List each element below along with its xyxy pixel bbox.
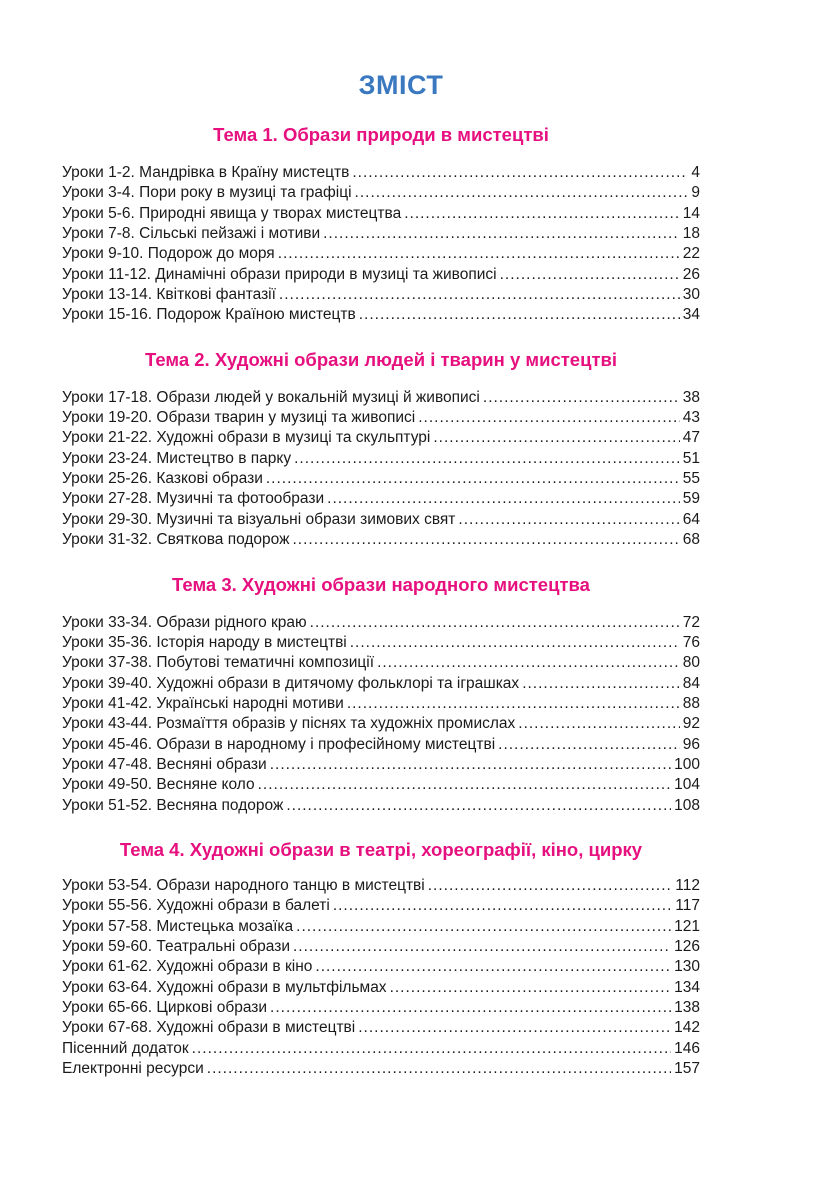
dot-leader [350,633,680,653]
toc-entry[interactable] [62,285,700,305]
toc-entry-page-number: 9 [691,184,700,202]
dot-leader [483,388,680,408]
dot-leader [404,204,680,224]
dot-leader [279,285,680,305]
toc-entry[interactable] [62,937,700,957]
toc-entry-page-number: 96 [682,735,700,753]
toc-entry-label: Уроки 39-40. Художні образи в дитячому фольклорі та іграшках [62,674,520,692]
toc-entry-page-number: 26 [682,265,700,283]
toc-entry-page-number: 104 [674,776,700,794]
toc-entry-page-number: 92 [682,715,700,733]
toc-entry-page-number: 126 [674,937,700,955]
dot-leader [347,694,680,714]
toc-entry-page-number: 88 [682,694,700,712]
toc-entry-page-number: 100 [674,755,700,773]
toc-entry[interactable] [62,530,700,550]
toc-entry[interactable] [62,957,700,977]
toc-entry-label: Уроки 7-8. Сільські пейзажі і мотиви [62,225,321,243]
dot-leader [310,613,680,633]
toc-entry-label: Уроки 17-18. Образи людей у вокальній музиці й живописі [62,388,480,406]
toc-entry[interactable] [62,633,700,653]
toc-entry-label: Уроки 29-30. Музичні та візуальні образи зимових свят [62,510,456,528]
toc-entry-page-number: 68 [682,531,700,549]
toc-entry-page-number: 84 [682,674,700,692]
toc-entry-label: Уроки 11-12. Динамічні образи природи в музиці та живописі [62,265,497,283]
toc-entry-label: Уроки 61-62. Художні образи в кіно [62,958,313,976]
toc-entry-label: Уроки 65-66. Циркові образи [62,999,268,1016]
dot-leader [500,265,680,285]
toc-entry[interactable] [62,204,700,224]
section-title: Тема 1. Образи природи в мистецтві [213,124,549,145]
toc-entry[interactable] [62,1039,700,1059]
dot-leader [428,876,673,896]
dot-leader [498,735,680,755]
toc-entry[interactable] [62,876,700,896]
table-of-contents [62,124,700,1079]
dot-leader [352,163,688,183]
toc-entry-label: Уроки 5-6. Природні явища у творах мистецтва [62,204,402,222]
toc-entry[interactable] [62,613,700,633]
toc-entry[interactable] [62,163,700,183]
toc-entry-page-number: 18 [682,225,700,243]
toc-entry-page-number: 76 [682,633,700,651]
dot-leader [359,305,680,325]
toc-entry-label: Уроки 13-14. Квіткові фантазії [62,286,276,304]
toc-entry-page-number: 51 [682,449,700,467]
dot-leader [355,183,689,203]
toc-entry[interactable] [62,694,700,714]
toc-entry[interactable] [62,428,700,448]
toc-entry-page-number: 108 [674,796,700,814]
toc-entry[interactable] [62,265,700,285]
toc-entry-label: Уроки 53-54. Образи народного танцю в мистецтві [62,876,425,894]
toc-entry-page-number: 38 [682,388,700,406]
toc-entry-label: Уроки 33-34. Образи рідного краю [62,613,307,631]
dot-leader [358,1018,671,1038]
toc-entry-page-number: 4 [691,164,700,181]
toc-entry-label: Уроки 43-44. Розмаїття образів у піснях та художніх промислах [62,715,516,733]
toc-entry[interactable] [62,388,700,408]
toc-entry-label: Уроки 37-38. Побутові тематичні композиції [62,654,375,672]
dot-leader [270,998,671,1018]
toc-entry-label: Уроки 19-20. Образи тварин у музиці та живописі [62,409,416,427]
dot-leader [390,978,672,998]
toc-entry-label: Уроки 35-36. Історія народу в мистецтві [62,633,347,651]
dot-leader [315,957,671,977]
toc-section [62,839,700,1079]
toc-entry-page-number: 72 [682,613,700,631]
section-title: Тема 2. Художні образи людей і тварин у мистецтві [144,348,618,370]
toc-section [62,124,700,326]
dot-leader [418,408,680,428]
toc-entry[interactable] [62,469,700,489]
toc-entry-label: Уроки 41-42. Українські народні мотиви [62,694,344,712]
dot-leader [327,489,680,509]
toc-entry-page-number: 157 [674,1060,700,1078]
toc-entry[interactable] [62,674,700,694]
dot-leader [292,530,679,550]
toc-entry-label: Уроки 45-46. Образи в народному і професійному мистецтві [62,735,496,753]
dot-leader [522,674,680,694]
dot-leader [258,775,672,795]
toc-entry-page-number: 64 [682,510,700,528]
dot-leader [433,428,679,448]
toc-entry-page-number: 47 [682,429,700,447]
toc-entry-label: Уроки 23-24. Мистецтво в парку [62,449,292,467]
toc-entry[interactable] [62,796,700,816]
dot-leader [518,714,679,734]
toc-entry-label: Уроки 27-28. Музичні та фотообрази [62,490,325,508]
toc-entry-label: Електронні ресурси [62,1060,204,1078]
toc-entry-label: Уроки 67-68. Художні образи в мистецтві [62,1019,356,1037]
section-title: Тема 4. Художні образи в театрі, хореографії, кіно, цирку [119,838,643,860]
toc-entry[interactable] [62,224,700,244]
dot-leader [323,224,680,244]
toc-entry[interactable] [62,653,700,673]
toc-entry[interactable] [62,978,700,998]
toc-entry-page-number: 55 [682,470,700,488]
toc-entry-page-number: 30 [682,286,700,304]
toc-entry-page-number: 142 [674,1019,700,1037]
toc-entry-page-number: 134 [674,978,700,996]
dot-leader [294,449,680,469]
toc-section [62,574,700,816]
toc-entry[interactable] [62,1018,700,1038]
dot-leader [270,755,671,775]
toc-entry-page-number: 34 [682,306,700,324]
toc-entry-page-number: 43 [682,409,700,427]
toc-entry-page-number: 121 [674,917,700,935]
dot-leader [207,1059,671,1079]
toc-entry[interactable] [62,305,700,325]
dot-leader [266,469,680,489]
dot-leader [286,796,671,816]
dot-leader [293,937,671,957]
toc-entry-page-number: 138 [674,999,700,1016]
toc-entry[interactable] [62,449,700,469]
toc-entry[interactable] [62,735,700,755]
toc-entry[interactable] [62,1059,700,1079]
toc-entry[interactable] [62,244,700,264]
dot-leader [192,1039,671,1059]
dot-leader [296,917,671,937]
toc-entry-page-number: 130 [674,958,700,976]
toc-entry[interactable] [62,714,700,734]
toc-entry-page-number: 22 [682,245,700,263]
toc-entry-label: Уроки 31-32. Святкова подорож [62,531,290,549]
toc-entry-label: Уроки 55-56. Художні образи в балеті [62,897,330,915]
toc-entry-label: Уроки 57-58. Мистецька мозаїка [62,917,294,935]
toc-entry-label: Уроки 25-26. Казкові образи [62,470,263,488]
toc-entry-label: Уроки 21-22. Художні образи в музиці та скульптурі [62,429,431,447]
toc-entry[interactable] [62,489,700,509]
toc-entry[interactable] [62,998,700,1018]
toc-entry-label: Пісенний додаток [62,1039,189,1057]
toc-entry-page-number: 117 [675,897,700,915]
toc-entry[interactable] [62,183,700,203]
dot-leader [333,896,672,916]
toc-entry[interactable] [62,510,700,530]
section-title: Тема 3. Художні образи народного мистецтва [172,573,590,595]
toc-entry-page-number: 146 [674,1039,700,1057]
dot-leader [278,244,680,264]
dot-leader [458,510,679,530]
toc-entry-label: Уроки 9-10. Подорож до моря [62,245,275,263]
toc-entry-label: Уроки 1-2. Мандрівка в Країну мистецтв [62,164,350,181]
toc-section [62,349,700,551]
toc-entry-label: Уроки 47-48. Весняні образи [62,755,267,773]
toc-entry[interactable] [62,917,700,937]
toc-entry-label: Уроки 3-4. Пори року в музиці та графіці [62,184,352,202]
toc-entry-page-number: 59 [682,490,700,508]
toc-entry[interactable] [62,408,700,428]
toc-entry-label: Уроки 51-52. Весняна подорож [62,796,284,814]
toc-entry-label: Уроки 15-16. Подорож Країною мистецтв [62,306,356,324]
toc-entry-page-number: 14 [682,204,700,222]
toc-entry[interactable] [62,896,700,916]
toc-entry-label: Уроки 63-64. Художні образи в мультфільмах [62,978,387,996]
page-title: ЗМІСТ [358,70,444,100]
dot-leader [377,653,680,673]
toc-entry[interactable] [62,755,700,775]
toc-entry[interactable] [62,775,700,795]
toc-entry-page-number: 112 [675,876,700,894]
toc-entry-label: Уроки 49-50. Весняне коло [62,776,255,794]
toc-entry-page-number: 80 [682,654,700,672]
toc-entry-label: Уроки 59-60. Театральні образи [62,937,290,955]
